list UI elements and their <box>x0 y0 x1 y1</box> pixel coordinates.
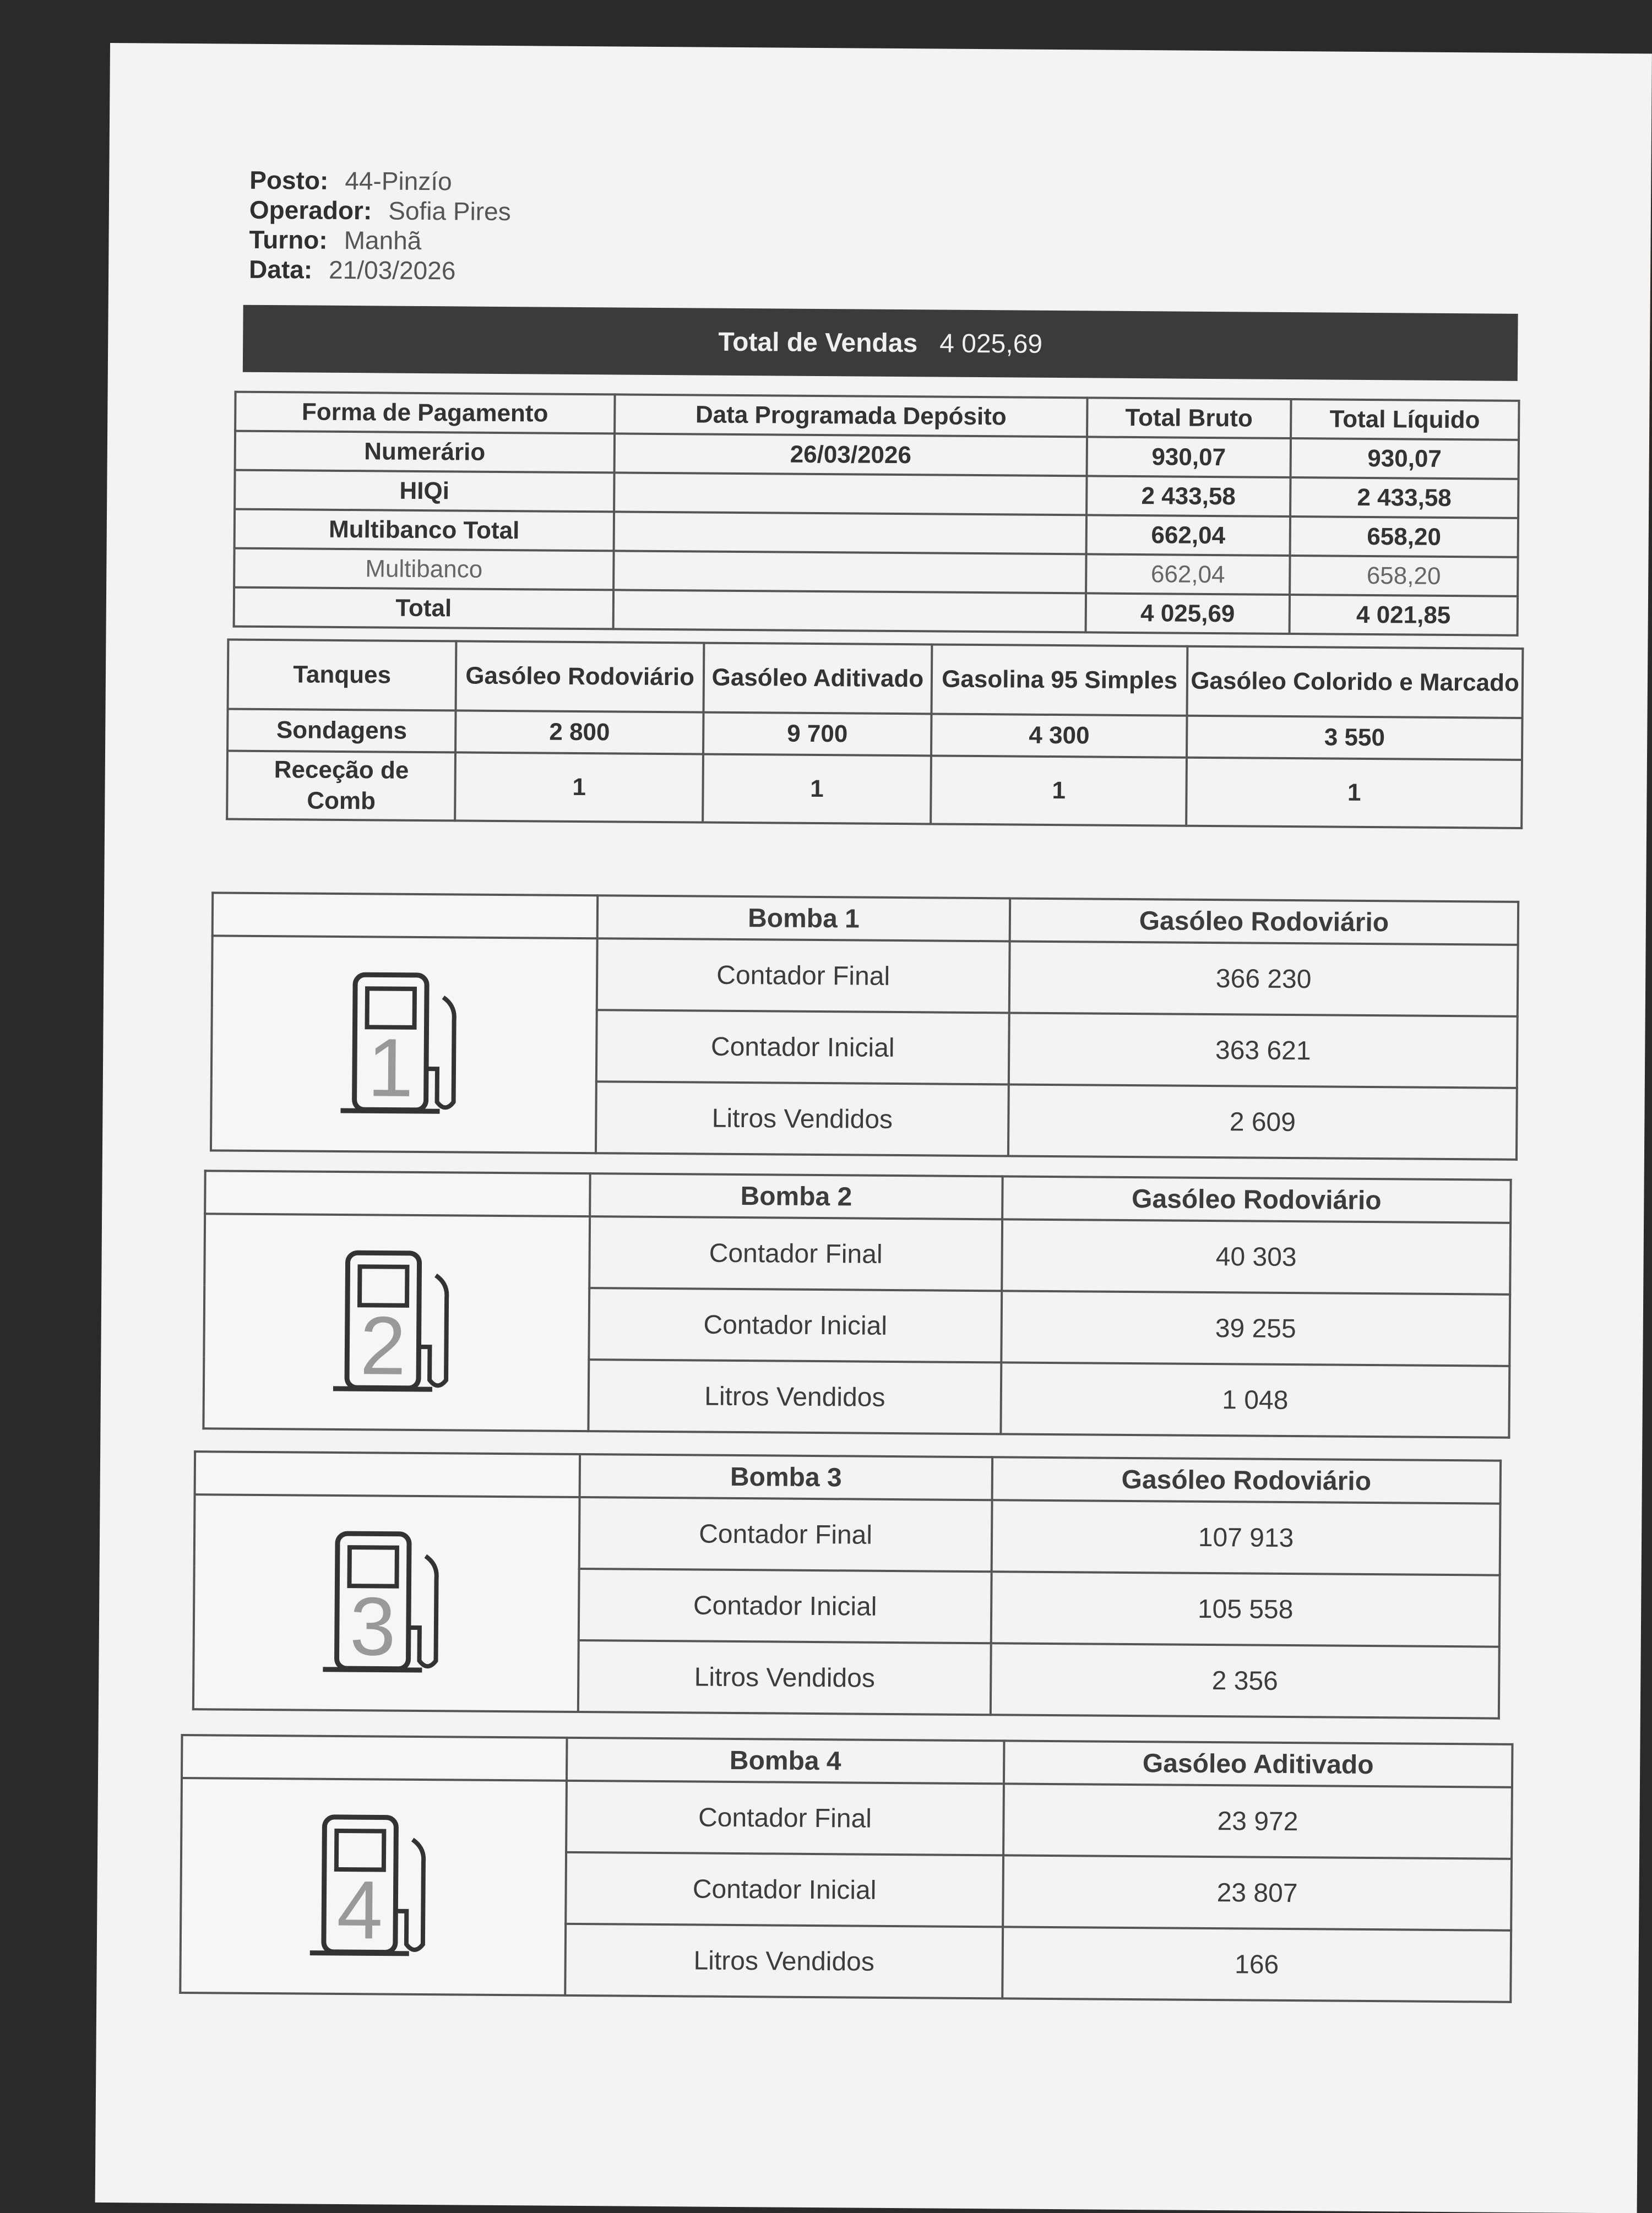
tanks-header: Gasóleo Colorido e Marcado <box>1187 646 1523 718</box>
payment-cell <box>613 551 1086 593</box>
pump-value: 1 048 <box>1001 1362 1509 1437</box>
pump-label: Contador Inicial <box>596 1010 1009 1084</box>
pump-value: 2 609 <box>1008 1084 1517 1159</box>
tanks-cell: Receção de Comb <box>227 751 455 821</box>
payment-cell: 662,04 <box>1086 554 1290 595</box>
payment-cell: 2 433,58 <box>1290 477 1519 518</box>
pump-label: Litros Vendidos <box>596 1081 1009 1156</box>
tanks-header: Tanques <box>228 640 457 711</box>
payment-cell: 4 025,69 <box>1086 593 1290 634</box>
pump-value: 105 558 <box>991 1572 1500 1646</box>
pump-number: 4 <box>336 1863 383 1956</box>
payment-cell: 658,20 <box>1290 556 1518 596</box>
payment-header: Data Programada Depósito <box>615 394 1088 437</box>
tanks-table <box>226 639 1524 829</box>
payment-cell <box>613 590 1086 632</box>
pump-label: Litros Vendidos <box>565 1924 1003 1999</box>
pump-value: 107 913 <box>992 1500 1501 1575</box>
payment-cell: Multibanco Total <box>235 509 614 551</box>
pump-label: Contador Final <box>579 1497 992 1572</box>
payment-cell: 930,07 <box>1087 437 1291 477</box>
tanks-cell: 1 <box>703 754 931 824</box>
tanks-header: Gasolina 95 Simples <box>932 644 1188 715</box>
payment-cell <box>614 472 1087 515</box>
payment-cell: Multibanco <box>234 548 613 590</box>
fuel-pump-icon <box>203 1214 590 1431</box>
pump-label: Contador Final <box>566 1781 1004 1856</box>
pump-label: Contador Inicial <box>589 1288 1002 1362</box>
tanks-cell: Sondagens <box>227 709 456 753</box>
turno-label: Turno: <box>249 225 328 254</box>
pump-value: 40 303 <box>1002 1219 1510 1294</box>
operador-value: Sofia Pires <box>388 196 511 226</box>
pump-fuel: Gasóleo Rodoviário <box>1002 1176 1511 1222</box>
turno-value: Manhã <box>344 225 422 255</box>
pump-label: Contador Inicial <box>579 1569 992 1643</box>
pump-value: 2 356 <box>991 1643 1499 1718</box>
pump-label: Litros Vendidos <box>578 1640 991 1715</box>
pump-value: 366 230 <box>1009 941 1518 1016</box>
total-sales-value: 4 025,69 <box>939 329 1043 359</box>
fuel-pump-icon <box>211 936 597 1153</box>
pump-value: 23 807 <box>1003 1855 1512 1930</box>
fuel-pump-icon <box>180 1778 567 1995</box>
payment-cell: Total <box>234 588 613 629</box>
payment-cell: 26/03/2026 <box>614 433 1087 476</box>
payment-cell: HIQi <box>235 470 614 512</box>
pump-label: Contador Inicial <box>566 1852 1003 1927</box>
table-row <box>227 751 1522 828</box>
tanks-cell: 2 800 <box>455 710 703 754</box>
pump-table <box>192 1450 1502 1720</box>
pump-number: 3 <box>349 1580 396 1673</box>
pump-name: Bomba 1 <box>597 895 1010 941</box>
tanks-cell: 4 300 <box>931 714 1187 757</box>
tanks-cell: 1 <box>1186 758 1522 828</box>
payment-header: Total Líquido <box>1291 399 1519 440</box>
pump-fuel: Gasóleo Aditivado <box>1004 1741 1513 1787</box>
posto-value: 44-Pinzío <box>345 166 452 196</box>
tanks-header: Gasóleo Aditivado <box>703 643 932 714</box>
payment-table <box>233 391 1520 637</box>
table-row <box>234 588 1518 635</box>
pump-table <box>179 1734 1513 2003</box>
operador-label: Operador: <box>249 195 372 225</box>
payment-cell: 658,20 <box>1290 516 1518 557</box>
pump-number: 1 <box>367 1021 414 1114</box>
pump-value: 166 <box>1002 1927 1511 2002</box>
tanks-header: Gasóleo Rodoviário <box>456 641 704 712</box>
pump-table <box>210 891 1519 1161</box>
posto-label: Posto: <box>249 165 329 195</box>
pump-value: 39 255 <box>1001 1291 1510 1366</box>
tanks-cell: 3 550 <box>1187 716 1522 760</box>
pump-label: Contador Final <box>589 1216 1002 1291</box>
payment-cell: 4 021,85 <box>1289 595 1518 635</box>
payment-header: Total Bruto <box>1087 398 1291 438</box>
report-header <box>249 165 511 286</box>
total-sales-label: Total de Vendas <box>718 327 918 358</box>
pump-value: 363 621 <box>1009 1013 1518 1088</box>
payment-cell: Numerário <box>235 431 615 473</box>
payment-cell: 930,07 <box>1290 438 1519 479</box>
tanks-cell: 1 <box>931 755 1187 825</box>
payment-cell: 662,04 <box>1086 515 1290 556</box>
tanks-cell: 1 <box>455 752 703 822</box>
data-value: 21/03/2026 <box>328 255 456 285</box>
pump-label: Litros Vendidos <box>588 1360 1001 1434</box>
pump-fuel: Gasóleo Rodoviário <box>992 1457 1501 1503</box>
total-sales-bar <box>243 305 1518 381</box>
payment-header: Forma de Pagamento <box>235 392 615 434</box>
payment-cell <box>613 512 1086 554</box>
paper-sheet <box>95 43 1652 2213</box>
pump-table <box>202 1170 1512 1439</box>
pump-name: Bomba 4 <box>567 1738 1004 1784</box>
payment-cell: 2 433,58 <box>1086 476 1290 516</box>
pump-name: Bomba 2 <box>590 1173 1003 1219</box>
pump-name: Bomba 3 <box>580 1454 993 1500</box>
data-label: Data: <box>248 254 313 284</box>
pump-fuel: Gasóleo Rodoviário <box>1010 898 1519 944</box>
fuel-pump-icon <box>193 1494 580 1712</box>
pump-value: 23 972 <box>1003 1784 1512 1858</box>
pump-label: Contador Final <box>597 938 1010 1013</box>
tanks-cell: 9 700 <box>703 713 932 756</box>
pump-number: 2 <box>359 1299 406 1392</box>
